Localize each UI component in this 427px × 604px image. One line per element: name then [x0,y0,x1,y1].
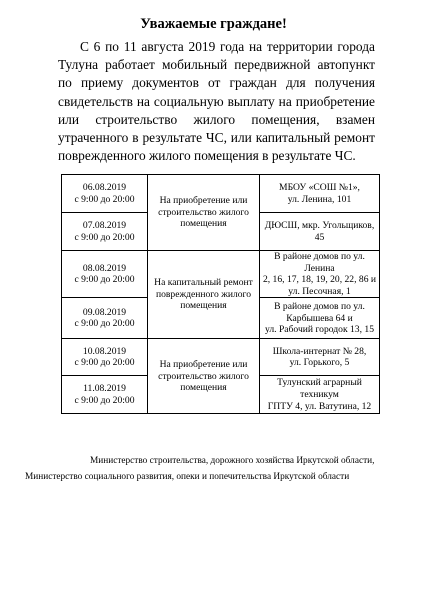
purpose-cell [148,175,260,251]
place-line: ул. Рабочий городок 13, 15 [264,324,374,336]
time-text: с 9:00 до 20:00 [74,231,135,243]
place-line: Карбышева 64 и [286,312,353,324]
place-line: МБОУ «СОШ №1», [279,181,360,193]
purpose-line: На приобретение или [159,358,248,370]
place-line: ул. Песочная, 1 [288,285,351,297]
date-cell [62,251,148,298]
date-text: 10.08.2019 [82,345,127,357]
table-row [62,339,380,376]
place-line: ул. Ленина, 101 [287,193,352,205]
date-cell [62,339,148,376]
date-text: 08.08.2019 [82,262,127,274]
intro-text: С 6 по 11 августа 2019 года на территории города Тулуна работает мобильный передвижной автопункт по приему документов от граждан для получения свидетельств на социальную выплату на приобретение или строительство жилого помещения, взамен утраченного в результате ЧС, или капитальный ремонт поврежденного жилого помещения в результате ЧС. [58,39,375,164]
time-text: с 9:00 до 20:00 [74,193,135,205]
footer-line: Министерство социального развития, опеки и попечительства Иркутской области [25,471,350,482]
purpose-cell [148,339,260,414]
place-cell [260,298,380,339]
place-cell [260,339,380,376]
place-cell [260,376,380,414]
place-line: Тулунский аграрный техникум [277,377,362,401]
schedule-table [61,174,380,414]
time-text: с 9:00 до 20:00 [74,318,135,330]
place-cell [260,213,380,251]
place-line: В районе домов по ул. Ленина [274,251,365,274]
place-cell [260,175,380,213]
date-text: 09.08.2019 [82,306,127,318]
time-text: с 9:00 до 20:00 [74,357,135,369]
date-text: 06.08.2019 [82,181,127,193]
purpose-line: строительство жилого [158,206,249,218]
document-title: Уважаемые граждане! [140,16,287,32]
date-cell [62,376,148,414]
footer-signature [0,454,427,485]
date-cell [62,175,148,213]
date-text: 07.08.2019 [82,219,127,231]
purpose-line: помещения [180,300,227,312]
place-line: Школа-интернат № 28, [272,345,367,357]
footer-line: Министерство строительства, дорожного хозяйства Иркутской области, [90,456,375,466]
time-text: с 9:00 до 20:00 [74,274,135,286]
place-line: ул. Горького, 5 [289,357,350,369]
purpose-line: На капитальный ремонт [154,277,253,289]
date-cell [62,298,148,339]
time-text: с 9:00 до 20:00 [74,394,135,406]
purpose-line: поврежденного жилого [155,288,252,300]
place-line: В районе домов по ул. [274,300,365,312]
place-line: 2, 16, 17, 18, 19, 20, 22, 86 и [262,274,377,286]
place-line: ГПТУ 4, ул. Ватутина, 12 [267,400,372,412]
place-line: ДЮСШ, мкр. Угольщиков, 45 [264,219,375,243]
table-row [62,251,380,298]
purpose-line: На приобретение или [159,195,248,207]
place-cell [260,251,380,298]
intro-paragraph [58,38,375,165]
purpose-line: помещения [180,382,227,394]
purpose-line: помещения [180,218,227,230]
table-row [62,175,380,213]
purpose-cell [148,251,260,339]
date-text: 11.08.2019 [83,383,126,395]
date-cell [62,213,148,251]
purpose-line: строительство жилого [158,370,249,382]
